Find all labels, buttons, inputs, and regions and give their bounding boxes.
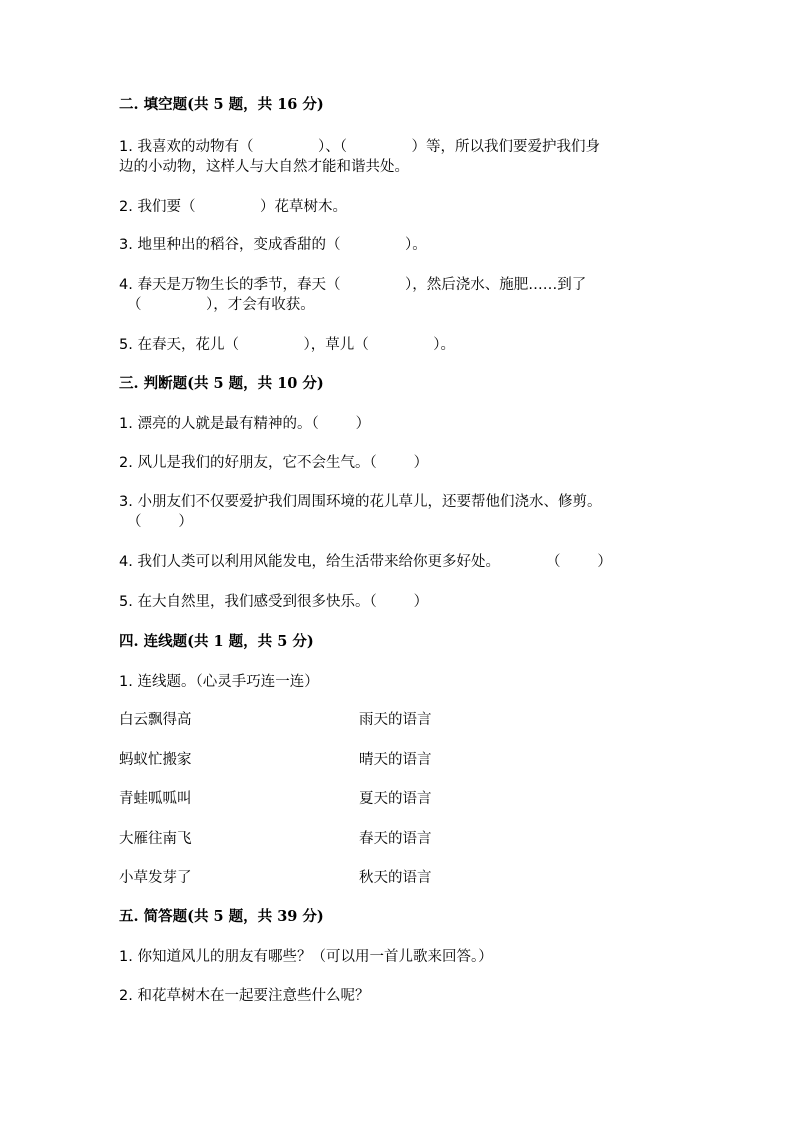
- match-left-item: 小草发芽了: [119, 870, 192, 886]
- s2-question-2: 2. 我们要（ ）花草树木。: [119, 199, 347, 215]
- match-right-item: 晴天的语言: [359, 752, 432, 768]
- s2-question-4-line1: 4. 春天是万物生长的季节，春天（ ），然后浇水、施肥……到了: [119, 277, 587, 293]
- s4-question-1: 1. 连线题。（心灵手巧连一连）: [119, 674, 319, 690]
- s3-question-4: 4. 我们人类可以利用风能发电，给生活带来给你更多好处。 （ ）: [119, 554, 612, 570]
- s2-question-1-line2: 边的小动物，这样人与大自然才能和谐共处。: [119, 159, 409, 175]
- s2-question-3: 3. 地里种出的稻谷，变成香甜的（ ）。: [119, 237, 427, 253]
- match-left-item: 白云飘得高: [119, 712, 192, 728]
- s3-question-3-line1: 3. 小朋友们不仅要爱护我们周围环境的花儿草儿，还要帮他们浇水、修剪。: [119, 494, 602, 510]
- s5-question-2: 2. 和花草树木在一起要注意些什么呢？: [119, 988, 370, 1004]
- s3-question-2: 2. 风儿是我们的好朋友，它不会生气。（ ）: [119, 455, 429, 471]
- section5-heading: 五. 简答题(共 5 题，共 39 分): [119, 908, 324, 925]
- match-right-item: 春天的语言: [359, 831, 432, 847]
- s5-question-1: 1. 你知道风儿的朋友有哪些？（可以用一首儿歌来回答。）: [119, 949, 493, 965]
- match-right-item: 夏天的语言: [359, 791, 432, 807]
- section4-heading: 四. 连线题(共 1 题，共 5 分): [119, 633, 314, 650]
- section3-heading: 三. 判断题(共 5 题，共 10 分): [119, 375, 324, 392]
- s2-question-4-line2: （ ），才会有收获。: [127, 297, 315, 313]
- s2-question-1-line1: 1. 我喜欢的动物有（ ）、（ ）等，所以我们要爱护我们身: [119, 139, 600, 155]
- s2-question-5: 5. 在春天，花儿（ ），草儿（ ）。: [119, 337, 455, 353]
- match-right-item: 秋天的语言: [359, 870, 432, 886]
- match-left-item: 青蛙呱呱叫: [119, 791, 192, 807]
- section2-heading: 二. 填空题(共 5 题，共 16 分): [119, 96, 324, 113]
- match-left-item: 蚂蚁忙搬家: [119, 752, 192, 768]
- match-left-item: 大雁往南飞: [119, 831, 192, 847]
- match-right-item: 雨天的语言: [359, 712, 432, 728]
- s3-question-1: 1. 漂亮的人就是最有精神的。（ ）: [119, 416, 371, 432]
- s3-question-5: 5. 在大自然里，我们感受到很多快乐。（ ）: [119, 594, 429, 610]
- s3-question-3-line2: （ ）: [127, 514, 193, 530]
